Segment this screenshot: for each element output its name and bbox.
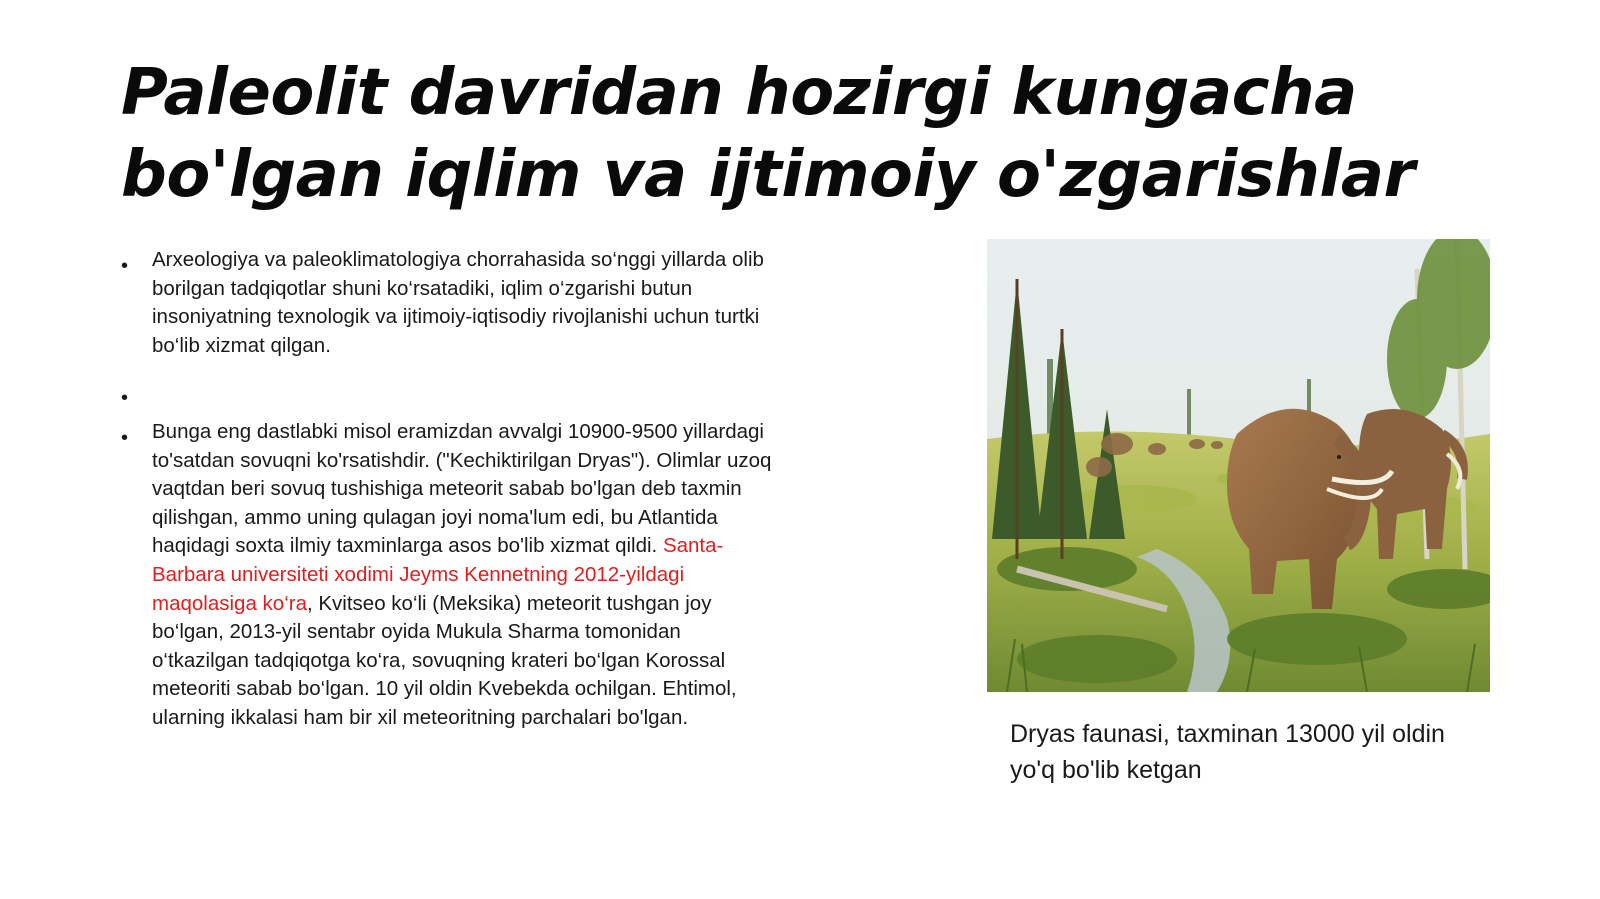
bullet-item-2-empty (121, 378, 781, 407)
kennett-article-link[interactable]: Santa-Barbara universiteti xodimi Jeyms Kennetning 2012-yildagi maqolasiga ko‘ra (152, 534, 724, 615)
bullet-text-3: Bunga eng dastlabki misol eramizdan avvalgi 10900-9500 yillardagi to'satdan sovuqni ko'rsatishdir. ("Kechiktirilgan Dryas"). Olimlar uzoq vaqtdan beri sovuq tushishiga meteorit sabab bo'lgan deb taxmin qilishgan, ammo uning qulagan joyi noma'lum edi, bu Atlantida haqidagi soxta ilmiy taxminlarga asos bo'lib xizmat qildi. (152, 419, 772, 558)
bullet-text-1: Arxeologiya va paleoklimatologiya chorrahasida so‘nggi yillarda olib borilgan tadqiqotlar shuni ko‘rsatadiki, iqlim o‘zgarishi butun insoniyatning texnologik va ijtimoiy-iqtisodiy rivojlanishi uchun turtki bo‘lib xizmat qilgan. (152, 248, 764, 357)
image-caption: Dryas faunasi, taxminan 13000 yil oldin yo'q bo'lib ketgan (1010, 720, 1445, 784)
slide-title: Paleolit davridan hozirgi kungacha bo'lgan iqlim va ijtimoiy o'zgarishlar (121, 56, 1415, 212)
bullet-list (121, 246, 781, 733)
mammoth-illustration (987, 239, 1490, 692)
bullet-item-1 (121, 246, 781, 360)
bullet-item-3 (121, 418, 781, 733)
bullet-text-3-continued: , Kvitseo ko‘li (Meksika) meteorit tushgan joy bo‘lgan, 2013-yil sentabr oyida Mukula Sharma tomonidan o‘tkazilgan tadqiqotga ko‘ra, sovuqning krateri bo‘lgan Korossal meteoriti sabab bo‘lgan. 10 yil oldin Kvebekda ochilgan. Ehtimol, ularning ikkalasi ham bir xil meteoritning parchalari bo'lgan. (152, 591, 737, 729)
